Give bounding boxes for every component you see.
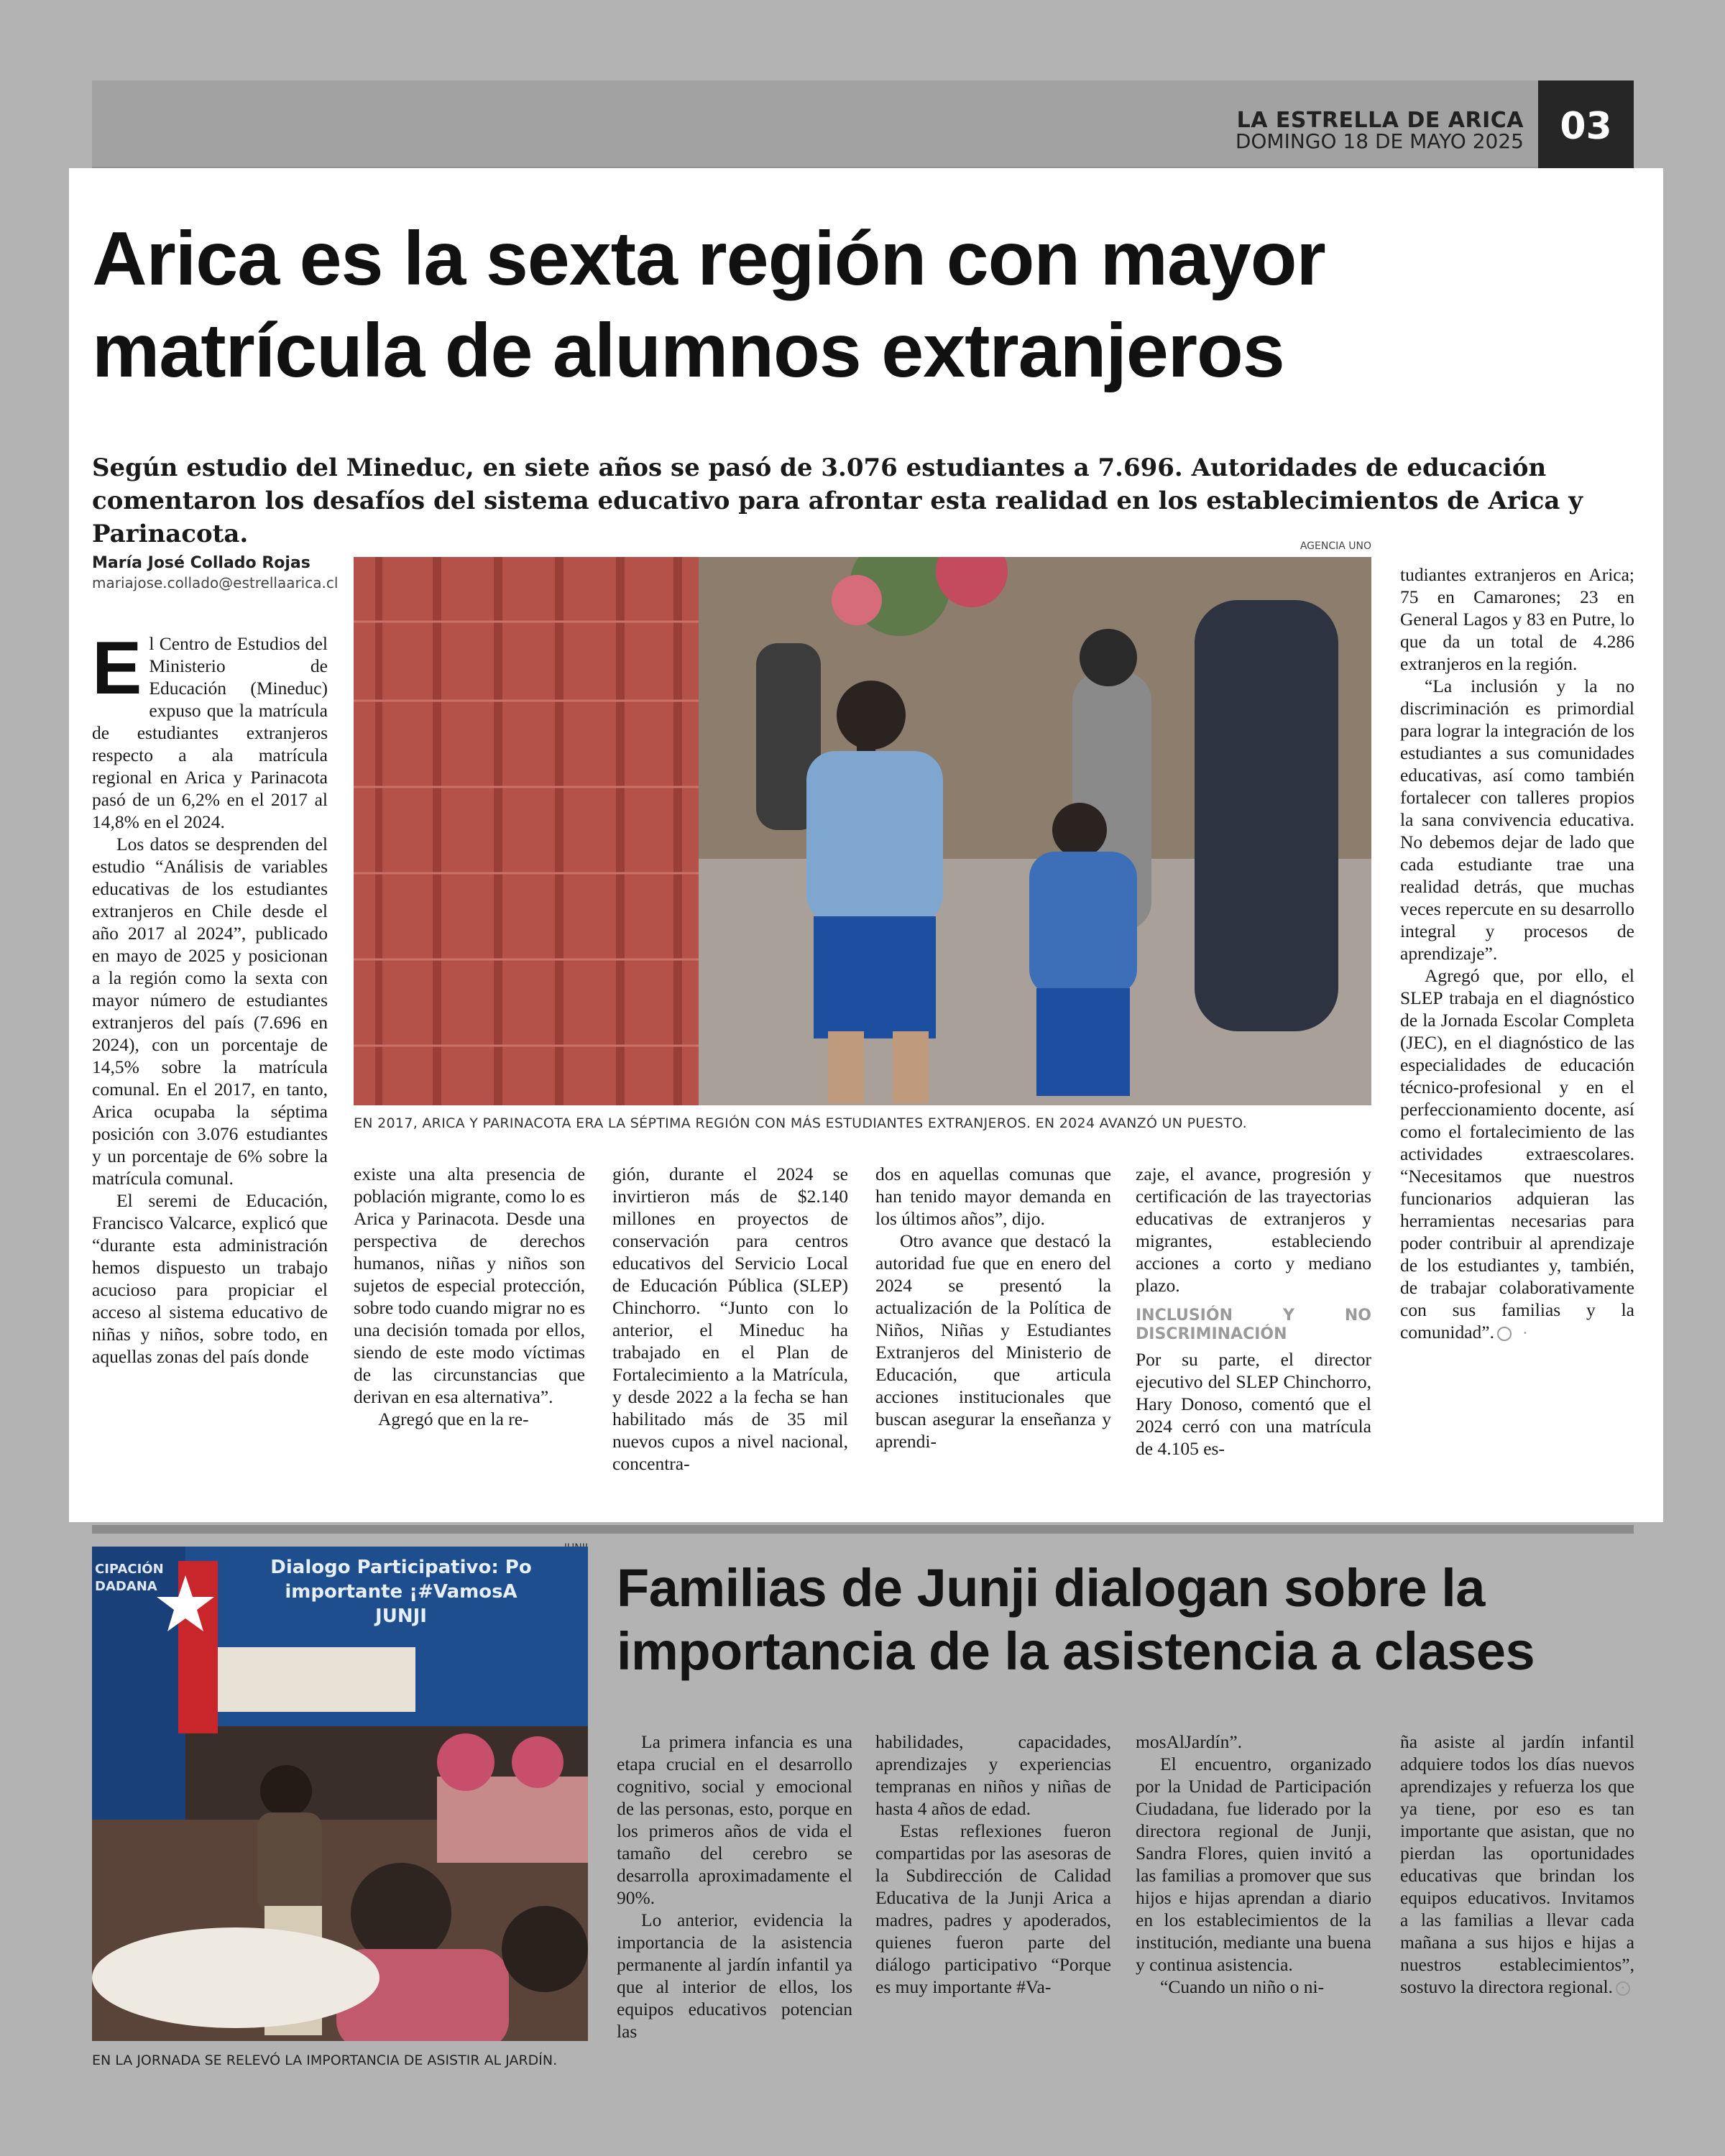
event-banner-text <box>229 1555 574 1628</box>
paper-date: DOMINGO 18 DE MAYO 2025 <box>1235 129 1524 153</box>
byline-name: María José Collado Rojas <box>92 554 310 572</box>
junji-meeting-photo <box>92 1547 588 2041</box>
event-banner-line-3: JUNJI <box>375 1606 427 1627</box>
photo-credit: AGENCIA UNO <box>1300 540 1371 552</box>
column-5-paragraph-2: Por su parte, el director ejecutivo del SLEP Chinchorro, Hary Donoso, comentó que el 2024 cerró con una matrícula de 4.105 es- <box>1136 1349 1371 1459</box>
main-article-column-4 <box>875 1163 1111 1452</box>
column-1-paragraph-1: El Centro de Estudios del Ministerio de Educación (Mineduc) expuso que la matrícula de estudiantes extranjeros respecto a ala matrícula regional en Arica y Parinacota pasó de un 6,2% en el 2017 al 14,8% en el 2024. <box>92 627 328 832</box>
second-headline: Familias de Junji dialogan sobre la importancia de la asistencia a clases <box>617 1558 1535 1681</box>
main-deck: Según estudio del Mineduc, en siete años se pasó de 3.076 estudiantes a 7.696. Autoridades de educación comentaron los desafíos del sistema educativo para afrontar esta realidad en los establecimientos de Arica y Parinacota. <box>92 453 1583 548</box>
photo-caption: EN 2017, ARICA Y PARINACOTA ERA LA SÉPTIMA REGIÓN CON MÁS ESTUDIANTES EXTRANJEROS. EN 2024 AVANZÓ UN PUESTO. <box>354 1115 1247 1131</box>
second-article-column-1 <box>617 1731 852 2042</box>
section-subhead: INCLUSIÓN Y NO DISCRIMINACIÓN <box>1136 1307 1371 1343</box>
second-column-1-paragraph-1: La primera infancia es una etapa crucial en el desarrollo cognitivo, social y emocional de las personas, esto, porque en los primeros años de vida el tamaño del cerebro se desarrolla aproximadamente el 90%. <box>617 1731 852 1908</box>
second-article-column-2 <box>875 1731 1111 1998</box>
byline-email[interactable]: mariajose.collado@estrellaarica.cl <box>92 574 339 591</box>
main-article-column-6 <box>1400 563 1634 1343</box>
second-column-3-paragraph-2: El encuentro, organizado por la Unidad de Participación Ciudadana, fue liderado por la directora regional de Junji, Sandra Flores, quien invitó a las familias a promover que sus hijos e hijas aprendan a diario en los establecimientos de la institución, mediante una buena y continua asistencia. <box>1136 1754 1371 1975</box>
article-divider <box>92 1525 1634 1534</box>
column-1-paragraph-3: El seremi de Educación, Francisco Valcarce, explicó que “durante esta administración hemos dispuesto un trabajo acucioso para propiciar el acceso al sistema educativo de niñas y niños, sobre todo, en aquellas zonas del país donde <box>92 1190 328 1367</box>
second-column-2-paragraph-2: Estas reflexiones fueron compartidas por las asesoras de la Subdirección de Calidad Educativa de la Junji Arica a madres, padres y apoderados, quienes fueron parte del diálogo participativo “Porque es muy importante #Va- <box>875 1820 1111 1997</box>
second-column-4-paragraph-1: ña asiste al jardín infantil adquiere todos los días nuevos aprendizajes y refuerza los que ya tiene, por eso es tan importante que asistan, que no pierdan las oportunidades educativas que brindan los equipos educativos. Invitamos a las familias a llevar cada mañana a sus hijos e hijas a nuestros establecimientos”, sostuvo la directora regional. • <box>1400 1731 1634 1997</box>
second-column-1-paragraph-2: Lo anterior, evidencia la importancia de la asistencia permanente al jardín infantil ya que al interior de ellos, los equipos educativos potencian las <box>617 1909 852 2042</box>
second-column-3-paragraph-1: mosAlJardín”. <box>1136 1731 1243 1752</box>
event-banner-line-2: importante ¡#VamosA <box>285 1581 518 1603</box>
paper-name: LA ESTRELLA DE ARICA <box>1236 108 1524 133</box>
column-6-paragraph-2: “La inclusión y la no discriminación es primordial para lograr la integración de los estudiantes a sus comunidades educativas, así como también fortalecer con talleres propios la sana convivencia educativa. No debemos dejar de lado que cada estudiante trae una realidad detrás, que muchas veces repercute en su desarrollo integral y procesos de aprendizaje”. <box>1400 676 1634 964</box>
second-column-3-paragraph-3: “Cuando un niño o ni- <box>1160 1976 1325 1997</box>
second-column-2-paragraph-1: habilidades, capacidades, aprendizajes y experiencias tempranas en niños y niñas de hasta 4 años de edad. <box>875 1731 1111 1819</box>
column-6-paragraph-1: tudiantes extranjeros en Arica; 75 en Camarones; 23 en General Lagos y 83 en Putre, lo que da un total de 4.286 extranjeros en la región. <box>1400 564 1634 674</box>
students-walking-illustration <box>354 557 1371 1105</box>
column-4-paragraph-1: dos en aquellas comunas que han tenido mayor demanda en los últimos años”, dijo. <box>875 1164 1111 1229</box>
column-1-paragraph-2: Los datos se desprenden del estudio “Análisis de variables educativas de los estudiantes extranjeros en Chile desde el año 2017 al 2024”, publicado en mayo de 2025 y posicionan a la región como la sexta con mayor número de estudiantes extranjeros del país (7.696 en 2024), con un porcentaje de 14,5% sobre la matrícula comunal. En el 2017, en tanto, Arica ocupaba la séptima posición con 3.076 estudiantes y un porcentaje de 6% sobre la matrícula comunal. <box>92 834 328 1189</box>
column-3-paragraph-1: gión, durante el 2024 se invirtieron más de $2.140 millones en proyectos de conservación para centros educativos del Servicio Local de Educación Pública (SLEP) Chinchorro. “Junto con lo anterior, el Mineduc ha trabajado en el Plan de Fortalecimiento a la Matrícula, y desde 2022 a la fecha se han habilitado más de 35 mil nuevos cupos a nivel nacional, concentra- <box>612 1164 848 1474</box>
main-article-column-3 <box>612 1163 848 1475</box>
end-mark-icon: • <box>1497 1327 1512 1341</box>
column-5-paragraph-1: zaje, el avance, progresión y certificación de las trayectorias educativas de extranjeros y migrantes, estableciendo acciones a corto y mediano plazo. <box>1136 1164 1371 1296</box>
column-6-paragraph-3: Agregó que, por ello, el SLEP trabaja en el diagnóstico de la Jornada Escolar Completa (JEC), en el diagnóstico de las especialidades de educación técnico-profesional y en el perfeccionamiento docente, así como el fortalecimiento de las actividades extraescolares. “Necesitamos que nuestros funcionarios adquieran las herramientas necesarias para poder contribuir al aprendizaje de los estudiantes y, también, de trabajar colaborativamente con sus familias y la comunidad”. • <box>1400 965 1634 1342</box>
column-2-paragraph-1: existe una alta presencia de población migrante, como lo es Arica y Parinacota. Desde una perspectiva de derechos humanos, niñas y niños son sujetos de especial protección, sobre todo cuando migrar no es una decisión tomada por ellos, siendo de este modo víctimas de las circunstancias que derivan en esa alternativa”. <box>354 1164 585 1407</box>
second-article-column-3 <box>1136 1731 1371 1998</box>
event-banner-line-1: Dialogo Participativo: Po <box>270 1557 532 1578</box>
page-number: 03 <box>1538 80 1634 172</box>
second-photo-caption: EN LA JORNADA SE RELEVÓ LA IMPORTANCIA DE ASISTIR AL JARDÍN. <box>92 2053 558 2068</box>
main-article-column-5 <box>1136 1163 1371 1460</box>
side-banner-text: CIPACIÓN DADANA <box>95 1562 164 1594</box>
main-article-column-2 <box>354 1163 585 1430</box>
main-headline: Arica es la sexta región con mayor matrícula de alumnos extranjeros <box>92 216 1325 393</box>
students-walking-photo <box>354 557 1371 1105</box>
main-article-column-1 <box>92 627 328 1368</box>
column-2-paragraph-2: Agregó que en la re- <box>378 1409 529 1429</box>
drop-cap: E <box>92 627 142 710</box>
column-4-paragraph-2: Otro avance que destacó la autoridad fue que en enero del 2024 se presentó la actualización de la Política de Niños, Niñas y Estudiantes Extranjeros del Ministerio de Educación, que articula acciones institucionales que buscan asegurar la enseñanza y aprendi- <box>875 1230 1111 1452</box>
second-article-column-4 <box>1400 1731 1634 1998</box>
end-mark-icon: • <box>1616 1981 1630 1996</box>
